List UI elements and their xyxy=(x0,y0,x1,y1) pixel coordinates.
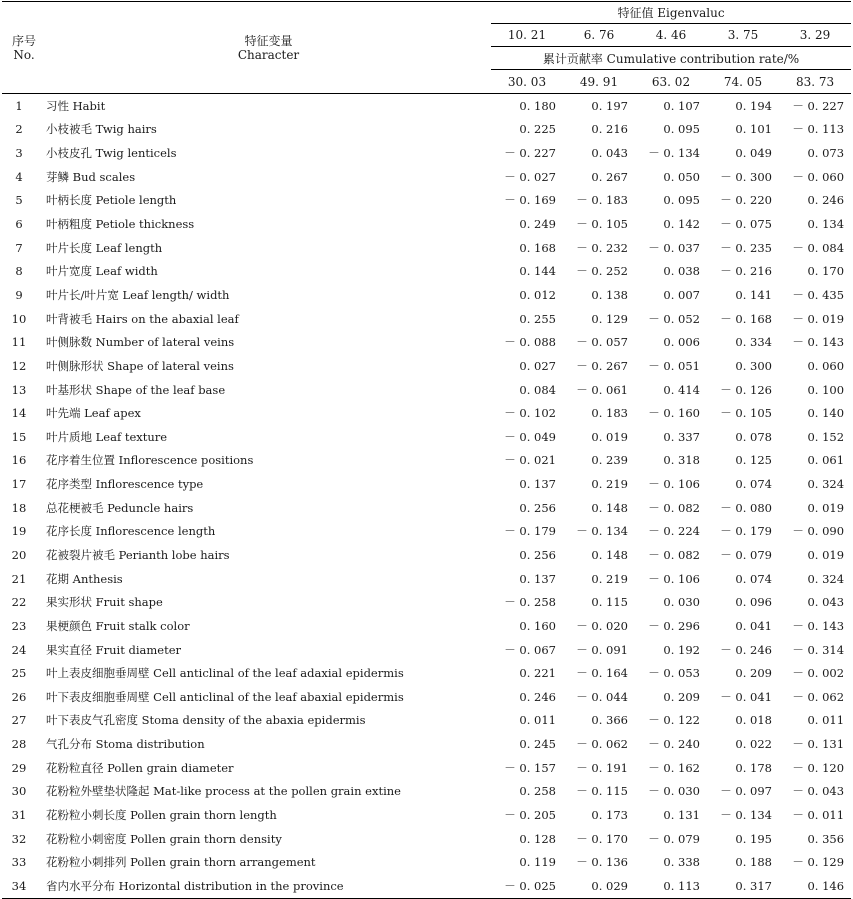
character-name: 花粉粒小刺长度 Pollen grain thorn length xyxy=(46,808,277,823)
eigenvalue-header: 特征值 Eigenvaluc xyxy=(491,2,851,24)
loading-value: 0. 300 xyxy=(735,358,772,373)
loading-value: － 0. 106 xyxy=(648,477,700,492)
loading-value: 0. 219 xyxy=(591,477,628,492)
loading-value: 0. 414 xyxy=(663,382,700,397)
loading-value: 0. 084 xyxy=(519,382,556,397)
character-name: 叶片长度 Leaf length xyxy=(46,240,163,255)
loading-value: － 0. 136 xyxy=(576,855,628,870)
loading-value: － 0. 126 xyxy=(720,382,772,397)
loading-value: 0. 011 xyxy=(519,713,556,728)
table-row xyxy=(2,496,851,520)
character-name: 叶基形状 Shape of the leaf base xyxy=(46,382,226,397)
loading-value: 0. 338 xyxy=(663,855,700,870)
row-number: 4 xyxy=(15,169,23,184)
loading-value: 0. 194 xyxy=(735,98,772,113)
loading-value: － 0. 062 xyxy=(792,689,845,704)
character-name: 叶上表皮细胞垂周壁 Cell anticlinal of the leaf adaxial epidermis xyxy=(46,666,404,681)
loading-value: － 0. 169 xyxy=(504,193,556,208)
loading-value: － 0. 079 xyxy=(648,831,700,846)
loading-value: － 0. 044 xyxy=(576,689,628,704)
row-number: 24 xyxy=(11,642,27,657)
loading-value: 0. 144 xyxy=(519,264,556,279)
row-number: 20 xyxy=(11,547,27,562)
loading-value: 0. 183 xyxy=(591,406,628,421)
loading-value: － 0. 168 xyxy=(720,311,772,326)
table-row xyxy=(2,472,851,496)
table-row xyxy=(2,378,851,402)
loading-value: － 0. 179 xyxy=(720,524,772,539)
character-name: 叶柄长度 Petiole length xyxy=(46,193,177,208)
loading-value: － 0. 080 xyxy=(720,500,772,515)
loading-value: － 0. 113 xyxy=(792,122,845,137)
loading-value: 0. 255 xyxy=(519,311,556,326)
loading-value: 0. 245 xyxy=(519,737,556,752)
loading-value: 0. 146 xyxy=(807,878,845,893)
character-header-en: Character xyxy=(237,47,300,62)
character-name: 叶柄粗度 Petiole thickness xyxy=(46,217,195,232)
loading-value: － 0. 102 xyxy=(504,406,556,421)
loading-value: 0. 129 xyxy=(591,311,628,326)
loading-value: － 0. 082 xyxy=(648,500,700,515)
no-header xyxy=(2,2,46,94)
loading-value: 0. 168 xyxy=(519,240,556,255)
table-row xyxy=(2,307,851,331)
loading-value: 0. 188 xyxy=(735,855,772,870)
loading-value: 0. 006 xyxy=(663,335,700,350)
table-row xyxy=(2,354,851,378)
loading-value: － 0. 020 xyxy=(576,618,628,633)
loading-value: － 0. 134 xyxy=(648,146,700,161)
table-row xyxy=(2,165,851,189)
loading-value: 0. 095 xyxy=(663,193,700,208)
loading-value: － 0. 314 xyxy=(792,642,845,657)
row-number: 8 xyxy=(15,264,23,279)
loading-value: 0. 219 xyxy=(591,571,628,586)
loading-value: － 0. 162 xyxy=(648,760,700,775)
loading-value: 0. 060 xyxy=(807,358,845,373)
table-row xyxy=(2,614,851,638)
loading-value: － 0. 097 xyxy=(720,784,772,799)
loading-value: － 0. 120 xyxy=(792,760,845,775)
loading-value: － 0. 067 xyxy=(504,642,556,657)
table-row xyxy=(2,543,851,567)
loading-value: － 0. 143 xyxy=(792,618,845,633)
loading-value: 0. 180 xyxy=(519,98,556,113)
character-name: 花粉粒直径 Pollen grain diameter xyxy=(46,760,234,775)
loading-value: 0. 038 xyxy=(663,264,700,279)
table-row xyxy=(2,661,851,685)
row-number: 31 xyxy=(11,808,27,823)
row-number: 14 xyxy=(11,406,27,421)
loading-value: 0. 011 xyxy=(807,713,845,728)
loading-value: 0. 101 xyxy=(735,122,772,137)
loading-value: － 0. 019 xyxy=(792,311,845,326)
loading-value: 0. 078 xyxy=(735,429,772,444)
character-name: 习性 Habit xyxy=(46,98,106,113)
row-number: 34 xyxy=(11,878,27,893)
loading-value: 0. 209 xyxy=(663,689,700,704)
loading-value: － 0. 090 xyxy=(792,524,845,539)
table-body xyxy=(2,94,851,899)
character-name: 气孔分布 Stoma distribution xyxy=(46,737,205,752)
loading-value: － 0. 129 xyxy=(792,855,845,870)
character-name: 叶背被毛 Hairs on the abaxial leaf xyxy=(46,311,239,326)
loading-value: 0. 246 xyxy=(807,193,845,208)
character-name: 总花梗被毛 Peduncle hairs xyxy=(46,500,194,515)
loading-value: 0. 095 xyxy=(663,122,700,137)
table-row xyxy=(2,638,851,662)
table-row xyxy=(2,756,851,780)
loading-value: － 0. 227 xyxy=(504,146,556,161)
loading-value: 0. 134 xyxy=(807,217,845,232)
loading-value: － 0. 134 xyxy=(720,808,772,823)
row-number: 17 xyxy=(11,477,27,492)
loading-value: 0. 019 xyxy=(591,429,628,444)
loading-value: － 0. 220 xyxy=(720,193,772,208)
character-name: 小枝皮孔 Twig lenticels xyxy=(46,146,177,161)
character-name: 芽鳞 Bud scales xyxy=(46,169,136,184)
table-row xyxy=(2,780,851,804)
table-row xyxy=(2,259,851,283)
table-row xyxy=(2,567,851,591)
character-name: 叶片宽度 Leaf width xyxy=(46,264,158,279)
character-name: 果实形状 Fruit shape xyxy=(46,595,163,610)
loading-value: 0. 318 xyxy=(663,453,700,468)
loading-value: 0. 131 xyxy=(663,808,700,823)
loading-value: 0. 225 xyxy=(519,122,556,137)
table-row xyxy=(2,141,851,165)
loading-value: － 0. 232 xyxy=(576,240,628,255)
loading-value: 0. 107 xyxy=(663,98,700,113)
loading-value: － 0. 240 xyxy=(648,737,700,752)
loading-value: 0. 137 xyxy=(519,571,556,586)
table-row xyxy=(2,236,851,260)
loading-value: 0. 148 xyxy=(591,547,628,562)
table-row xyxy=(2,212,851,236)
loading-value: － 0. 170 xyxy=(576,831,628,846)
loading-value: － 0. 235 xyxy=(720,240,772,255)
loading-value: 0. 140 xyxy=(807,406,845,421)
eigenvalue-cell: 10. 21 xyxy=(491,24,563,47)
row-number: 19 xyxy=(11,524,27,539)
eigenvalue-cell: 3. 29 xyxy=(779,24,851,47)
loading-value: 0. 128 xyxy=(519,831,556,846)
loading-value: 0. 061 xyxy=(807,453,845,468)
loading-value: 0. 197 xyxy=(591,98,628,113)
table-row xyxy=(2,709,851,733)
character-name: 花序长度 Inflorescence length xyxy=(46,524,216,539)
loading-value: 0. 119 xyxy=(519,855,556,870)
loading-value: 0. 334 xyxy=(735,335,772,350)
character-name: 花被裂片被毛 Perianth lobe hairs xyxy=(46,547,230,562)
loading-value: － 0. 002 xyxy=(792,666,845,681)
loading-value: － 0. 106 xyxy=(648,571,700,586)
loading-value: － 0. 252 xyxy=(576,264,628,279)
character-name: 小枝被毛 Twig hairs xyxy=(46,122,157,137)
row-number: 15 xyxy=(11,429,27,444)
loading-value: － 0. 041 xyxy=(720,689,772,704)
character-name: 省内水平分布 Horizontal distribution in the province xyxy=(46,878,344,893)
loading-value: － 0. 062 xyxy=(576,737,628,752)
loading-value: － 0. 030 xyxy=(648,784,700,799)
no-header-zh: 序号 xyxy=(11,33,36,48)
loading-value: 0. 018 xyxy=(735,713,772,728)
character-name: 叶片长/叶片宽 Leaf length/ width xyxy=(46,287,230,302)
table-row xyxy=(2,401,851,425)
character-name: 花粉粒小刺排列 Pollen grain thorn arrangement xyxy=(46,855,316,870)
loading-value: － 0. 183 xyxy=(576,193,628,208)
loading-value: 0. 192 xyxy=(663,642,700,657)
row-number: 7 xyxy=(15,240,23,255)
loading-value: 0. 160 xyxy=(519,618,556,633)
loading-value: － 0. 227 xyxy=(792,98,845,113)
character-name: 花粉粒小刺密度 Pollen grain thorn density xyxy=(46,831,282,846)
table-row xyxy=(2,590,851,614)
loading-value: 0. 221 xyxy=(519,666,556,681)
row-number: 9 xyxy=(15,287,23,302)
loading-value: － 0. 075 xyxy=(720,217,772,232)
table-row xyxy=(2,118,851,142)
loading-value: 0. 041 xyxy=(735,618,772,633)
table-row xyxy=(2,685,851,709)
loading-value: 0. 141 xyxy=(735,287,772,302)
loading-value: 0. 246 xyxy=(519,689,556,704)
cumulative-cell: 74. 05 xyxy=(707,70,779,94)
table-row xyxy=(2,803,851,827)
loading-value: 0. 100 xyxy=(807,382,845,397)
row-number: 27 xyxy=(11,713,27,728)
row-number: 25 xyxy=(11,666,27,681)
loading-value: － 0. 435 xyxy=(792,287,845,302)
row-number: 6 xyxy=(15,217,23,232)
no-header-en: No. xyxy=(13,47,35,62)
loading-value: 0. 074 xyxy=(735,477,772,492)
loading-value: 0. 029 xyxy=(591,878,628,893)
row-number: 5 xyxy=(15,193,23,208)
cumulative-cell: 83. 73 xyxy=(779,70,851,94)
loading-value: － 0. 216 xyxy=(720,264,772,279)
loading-value: － 0. 115 xyxy=(576,784,628,799)
row-number: 1 xyxy=(15,98,23,113)
row-number: 26 xyxy=(11,689,27,704)
table-header xyxy=(2,2,851,94)
character-name: 叶片质地 Leaf texture xyxy=(46,429,168,444)
loading-value: － 0. 164 xyxy=(576,666,628,681)
table-row xyxy=(2,827,851,851)
loading-value: － 0. 021 xyxy=(504,453,556,468)
loading-value: 0. 030 xyxy=(663,595,700,610)
row-number: 30 xyxy=(11,784,27,799)
loading-value: 0. 256 xyxy=(519,547,556,562)
loading-value: 0. 324 xyxy=(807,571,845,586)
loading-value: 0. 096 xyxy=(735,595,772,610)
loading-value: － 0. 143 xyxy=(792,335,845,350)
loading-value: 0. 324 xyxy=(807,477,845,492)
row-number: 28 xyxy=(11,737,27,752)
row-number: 11 xyxy=(11,335,27,350)
loading-value: － 0. 091 xyxy=(576,642,628,657)
loading-value: 0. 170 xyxy=(807,264,845,279)
cumulative-cell: 30. 03 xyxy=(491,70,563,94)
row-number: 12 xyxy=(11,358,27,373)
row-number: 3 xyxy=(15,146,23,161)
loading-value: 0. 137 xyxy=(519,477,556,492)
cumulative-cell: 49. 91 xyxy=(563,70,635,94)
loading-value: 0. 152 xyxy=(807,429,845,444)
row-number: 33 xyxy=(11,855,27,870)
loading-value: － 0. 025 xyxy=(504,878,556,893)
table-row xyxy=(2,189,851,213)
loading-value: 0. 043 xyxy=(807,595,845,610)
loading-value: 0. 012 xyxy=(519,287,556,302)
table-row xyxy=(2,283,851,307)
character-name: 花序着生位置 Inflorescence positions xyxy=(46,453,254,468)
character-name: 花期 Anthesis xyxy=(46,571,123,586)
pca-loadings-table xyxy=(2,1,851,899)
row-number: 13 xyxy=(11,382,27,397)
table-row xyxy=(2,449,851,473)
loading-value: 0. 142 xyxy=(663,217,700,232)
table-row xyxy=(2,94,851,118)
loading-value: 0. 267 xyxy=(591,169,628,184)
eigenvalue-cell: 6. 76 xyxy=(563,24,635,47)
loading-value: 0. 043 xyxy=(591,146,628,161)
loading-value: － 0. 224 xyxy=(648,524,700,539)
loading-value: 0. 138 xyxy=(591,287,628,302)
loading-value: 0. 178 xyxy=(735,760,772,775)
loading-value: 0. 019 xyxy=(807,547,845,562)
table-row xyxy=(2,851,851,875)
row-number: 29 xyxy=(11,760,27,775)
loading-value: 0. 027 xyxy=(519,358,556,373)
table-row xyxy=(2,520,851,544)
loading-value: － 0. 105 xyxy=(720,406,772,421)
table-row xyxy=(2,874,851,898)
loading-value: 0. 356 xyxy=(807,831,845,846)
character-name: 叶下表皮气孔密度 Stoma density of the abaxia epidermis xyxy=(46,713,366,728)
loading-value: 0. 173 xyxy=(591,808,628,823)
loading-value: － 0. 191 xyxy=(576,760,628,775)
loading-value: 0. 258 xyxy=(519,784,556,799)
loading-value: － 0. 246 xyxy=(720,642,772,657)
loading-value: － 0. 051 xyxy=(648,358,700,373)
loading-value: － 0. 037 xyxy=(648,240,700,255)
loading-value: － 0. 088 xyxy=(504,335,556,350)
loading-value: － 0. 105 xyxy=(576,217,628,232)
character-name: 叶先端 Leaf apex xyxy=(46,406,141,421)
loading-value: － 0. 011 xyxy=(792,808,845,823)
loading-value: 0. 125 xyxy=(735,453,772,468)
loading-value: 0. 239 xyxy=(591,453,628,468)
character-name: 叶侧脉数 Number of lateral veins xyxy=(46,335,235,350)
loading-value: － 0. 060 xyxy=(792,169,845,184)
character-header xyxy=(46,2,491,94)
loading-value: － 0. 057 xyxy=(576,335,628,350)
character-name: 叶下表皮细胞垂周壁 Cell anticlinal of the leaf abaxial epidermis xyxy=(46,689,404,704)
loading-value: 0. 007 xyxy=(663,287,700,302)
loading-value: 0. 050 xyxy=(663,169,700,184)
loading-value: 0. 113 xyxy=(663,878,700,893)
loading-value: － 0. 027 xyxy=(504,169,556,184)
loading-value: － 0. 205 xyxy=(504,808,556,823)
loading-value: － 0. 179 xyxy=(504,524,556,539)
row-number: 32 xyxy=(11,831,27,846)
character-header-zh: 特征变量 xyxy=(244,33,293,48)
loading-value: － 0. 079 xyxy=(720,547,772,562)
table-row xyxy=(2,425,851,449)
loading-value: 0. 148 xyxy=(591,500,628,515)
loading-value: － 0. 061 xyxy=(576,382,628,397)
loading-value: － 0. 043 xyxy=(792,784,845,799)
character-name: 叶侧脉形状 Shape of lateral veins xyxy=(46,358,234,373)
loading-value: 0. 317 xyxy=(735,878,772,893)
eigenvalue-cell: 4. 46 xyxy=(635,24,707,47)
loading-value: － 0. 049 xyxy=(504,429,556,444)
row-number: 18 xyxy=(11,500,27,515)
loading-value: 0. 256 xyxy=(519,500,556,515)
character-name: 花粉粒外壁垫状隆起 Mat-like process at the pollen grain extine xyxy=(46,784,401,799)
loading-value: 0. 195 xyxy=(735,831,772,846)
row-number: 22 xyxy=(11,595,27,610)
character-name: 果实直径 Fruit diameter xyxy=(46,642,182,657)
row-number: 21 xyxy=(11,571,27,586)
loading-value: － 0. 296 xyxy=(648,618,700,633)
loading-value: － 0. 258 xyxy=(504,595,556,610)
loading-value: － 0. 122 xyxy=(648,713,700,728)
table-row xyxy=(2,732,851,756)
loading-value: 0. 019 xyxy=(807,500,845,515)
cumulative-cell: 63. 02 xyxy=(635,70,707,94)
character-name: 果梗颜色 Fruit stalk color xyxy=(46,618,190,633)
loading-value: － 0. 082 xyxy=(648,547,700,562)
eigenvalue-cell: 3. 75 xyxy=(707,24,779,47)
loading-value: 0. 366 xyxy=(591,713,628,728)
loading-value: － 0. 134 xyxy=(576,524,628,539)
loading-value: 0. 249 xyxy=(519,217,556,232)
loading-value: 0. 049 xyxy=(735,146,772,161)
row-number: 10 xyxy=(11,311,27,326)
loading-value: 0. 074 xyxy=(735,571,772,586)
loading-value: 0. 073 xyxy=(807,146,845,161)
loading-value: － 0. 160 xyxy=(648,406,700,421)
cumulative-header: 累计贡献率 Cumulative contribution rate/% xyxy=(491,47,851,70)
loading-value: － 0. 300 xyxy=(720,169,772,184)
table-row xyxy=(2,330,851,354)
character-name: 花序类型 Inflorescence type xyxy=(46,477,204,492)
loading-value: － 0. 267 xyxy=(576,358,628,373)
loading-value: － 0. 157 xyxy=(504,760,556,775)
loading-value: － 0. 131 xyxy=(792,737,845,752)
loading-value: 0. 022 xyxy=(735,737,772,752)
loading-value: 0. 209 xyxy=(735,666,772,681)
loading-value: － 0. 052 xyxy=(648,311,700,326)
loading-value: － 0. 053 xyxy=(648,666,700,681)
row-number: 2 xyxy=(15,122,23,137)
loading-value: 0. 337 xyxy=(663,429,700,444)
row-number: 16 xyxy=(11,453,27,468)
loading-value: 0. 115 xyxy=(591,595,628,610)
loading-value: 0. 216 xyxy=(591,122,628,137)
row-number: 23 xyxy=(11,618,27,633)
loading-value: － 0. 084 xyxy=(792,240,845,255)
